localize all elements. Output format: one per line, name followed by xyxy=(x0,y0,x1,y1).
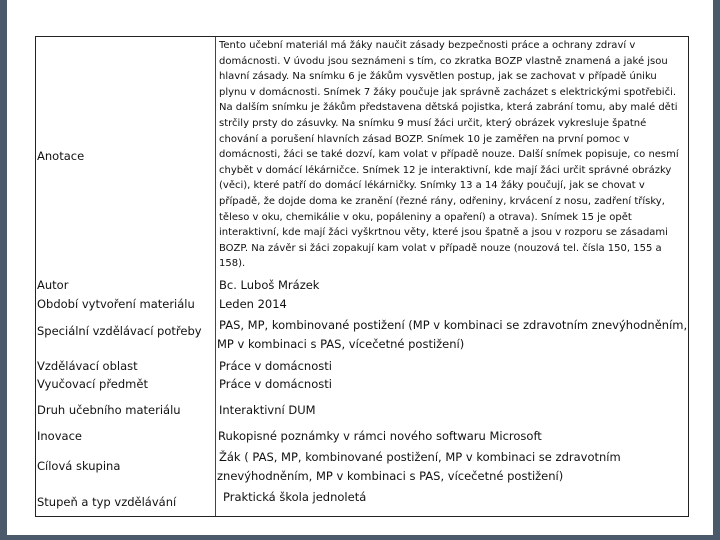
value-oblast: Práce v domácnosti xyxy=(219,359,332,373)
row-oblast xyxy=(36,357,688,397)
row-stupen xyxy=(36,488,688,514)
value-obdobi: Leden 2014 xyxy=(219,297,287,311)
row-potreby xyxy=(36,316,688,356)
label-inovace: Inovace xyxy=(37,429,82,443)
row-autor xyxy=(36,275,688,315)
row-inovace xyxy=(36,427,688,449)
value-autor: Bc. Luboš Mrázek xyxy=(219,278,320,292)
value-druh: Interaktivní DUM xyxy=(219,403,316,417)
label-potreby: Speciální vzdělávací potřeby xyxy=(37,324,202,338)
label-oblast: Vzdělávací oblast xyxy=(37,359,138,373)
value-potreby-line2: MP v kombinaci s PAS, vícečetné postižení) xyxy=(217,337,465,351)
label-stupen: Stupeň a typ vzdělávání xyxy=(37,495,177,509)
slide-frame-left xyxy=(0,0,7,540)
metadata-table xyxy=(35,36,689,517)
row-druh xyxy=(36,401,688,425)
value-inovace: Rukopisné poznámky v rámci nového softwaru Microsoft xyxy=(218,429,542,443)
slide-frame-right xyxy=(713,0,720,540)
label-skupina: Cílová skupina xyxy=(37,459,121,473)
anotace-text: Tento učební materiál má žáky naučit zásady bezpečnosti práce a ochrany zdraví v domácnosti. V úvodu jsou seznámeni s tím, co zkratka BOZP vlastně znamená a jaké jsou hlavní zásady. Na snímku 6 je žákům vysvětlen postup, jak se zachovat v případě úniku plynu v domácnosti. Snímek 7 žáky poučuje jak správně zacházet s elektrickými spotřebiči. Na dalším snímku je žákům představena dětská pojistka, která zabrání tomu, aby malé děti strčily prsty do zásuvky. Na snímku 9 musí žáci určit, který obrázek vykresluje špatné chování a porušení hlavních zásad BOZP. Snímek 10 je zaměřen na první pomoc v domácnosti, žáci se také dozví, kam volat v případě nouze. Další snímek popisuje, co nesmí chybět v domácí lékárničce. Snímek 12 je interaktivní, kde mají žáci určit správné obrázky (věci), které patří do domácí lékárničky. Snímky 13 a 14 žáky poučují, jak se chovat v případě, že dojde doma ke zranění (řezné rány, odřeniny, krvácení z nosu, zadření třísky, těleso v oku, chemikálie v oku, popáleniny a opaření) a otrava). Snímek 15 je opět interaktivní, kde mají žáci vyškrtnou věty, které jsou špatně a jsou v rozporu se zásadami BOZP. Na závěr si žáci zopakují kam volat v případě nouze (nouzová tel. čísla 150, 155 a 158). xyxy=(219,40,679,270)
label-obdobi: Období vytvoření materiálu xyxy=(37,297,195,311)
slide-frame-bottom xyxy=(0,535,720,540)
value-skupina-line2: znevýhodněním, MP v kombinaci s PAS, vícečetné postižení) xyxy=(217,469,564,483)
row-anotace xyxy=(36,37,688,277)
label-anotace: Anotace xyxy=(37,149,85,163)
value-predmet: Práce v domácnosti xyxy=(219,377,332,391)
label-predmet: Vyučovací předmět xyxy=(37,377,148,391)
row-skupina xyxy=(36,448,688,488)
value-potreby-line1: PAS, MP, kombinované postižení (MP v kombinaci se zdravotním znevýhodněním, xyxy=(219,318,688,332)
value-skupina-line1: Žák ( PAS, MP, kombinované postižení, MP v kombinaci se zdravotním xyxy=(219,450,621,464)
label-autor: Autor xyxy=(37,278,69,292)
label-druh: Druh učebního materiálu xyxy=(37,403,181,417)
value-stupen: Praktická škola jednoletá xyxy=(223,490,367,504)
